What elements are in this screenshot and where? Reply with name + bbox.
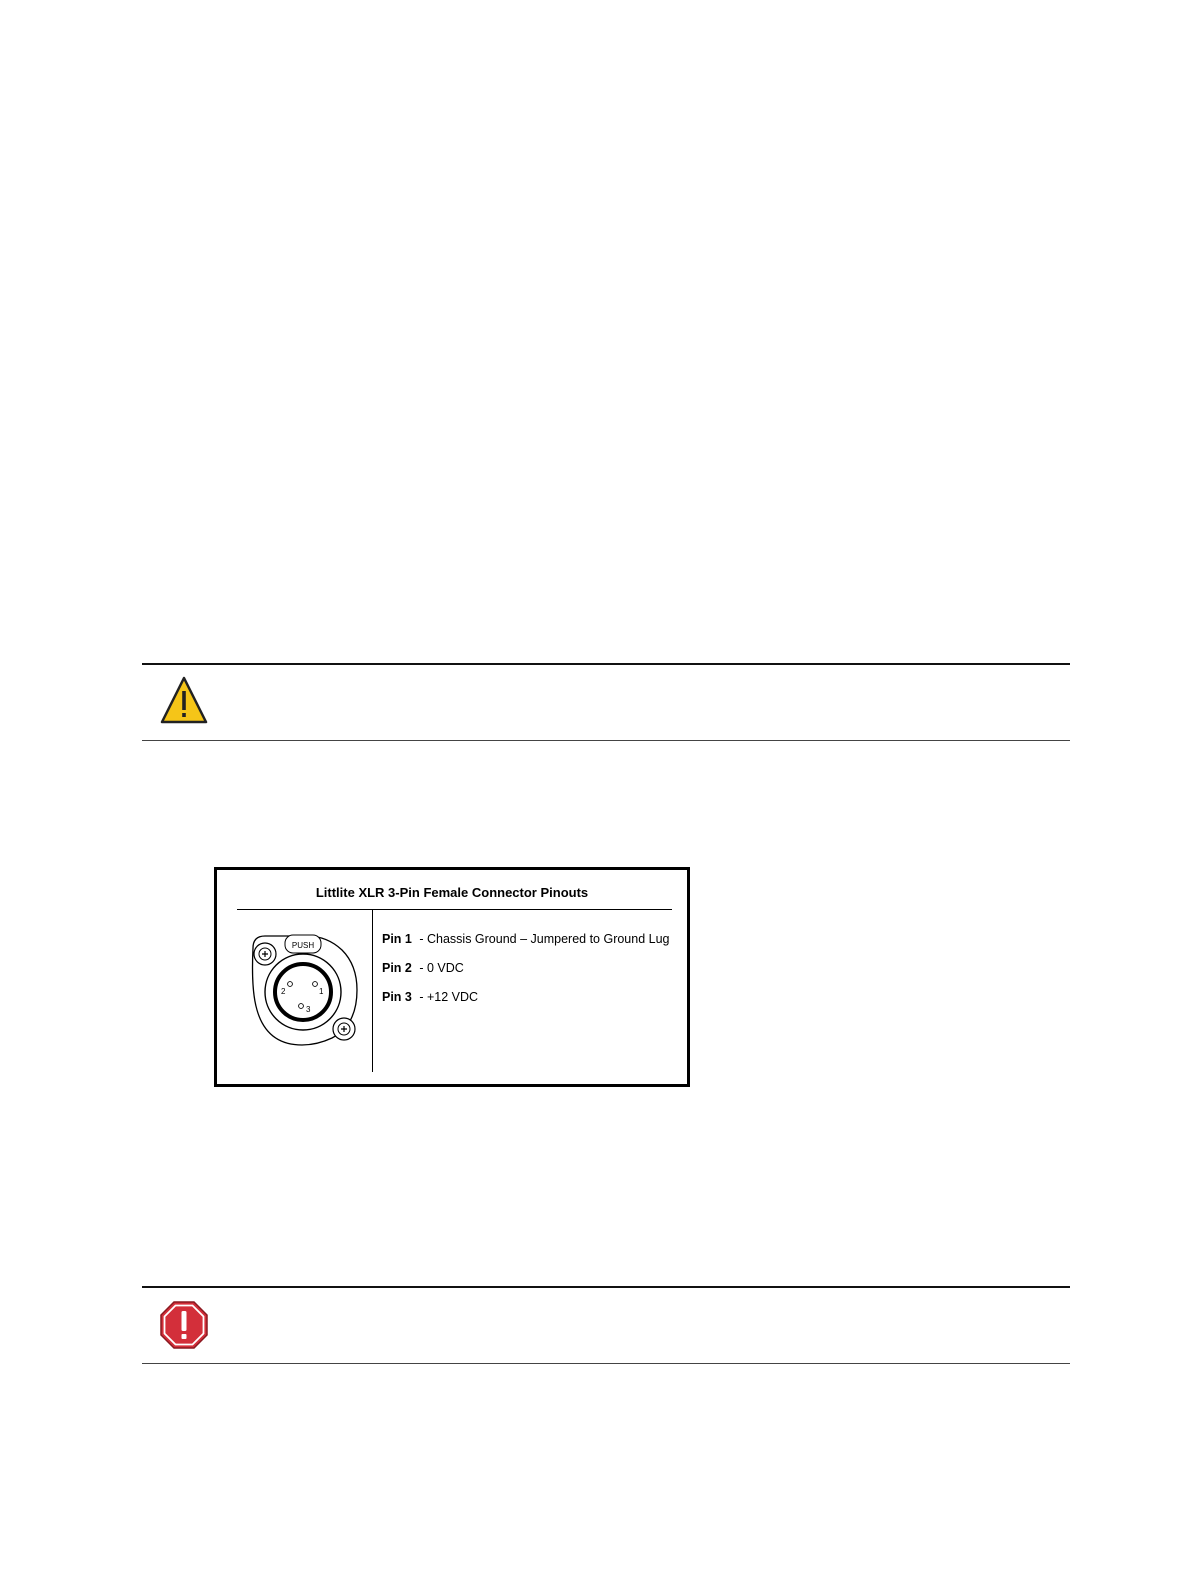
figure-divider-vertical: [372, 910, 373, 1072]
danger-notice: [142, 1286, 1070, 1364]
pin-list: [382, 932, 670, 1019]
stop-octagon-icon: [159, 1300, 209, 1350]
figure-title: Littlite XLR 3-Pin Female Connector Pinouts: [315, 885, 589, 900]
warning-triangle-icon: [159, 675, 209, 725]
pin-row-2: [382, 961, 670, 990]
pin-number-2: 2: [281, 987, 286, 996]
pin-label: Pin 2: [382, 961, 412, 975]
pin-number-1: 1: [319, 987, 324, 996]
connector-pinout-figure: [214, 867, 690, 1087]
pin-label: Pin 1: [382, 932, 412, 946]
caution-notice: [142, 663, 1070, 741]
pin-label: Pin 3: [382, 990, 412, 1004]
push-label: PUSH: [291, 941, 315, 950]
pin-description: - 0 VDC: [419, 961, 464, 975]
pin-row-1: [382, 932, 670, 961]
xlr-connector-diagram: [247, 930, 362, 1050]
pin-description: - Chassis Ground – Jumpered to Ground Lug: [419, 932, 670, 946]
pin-description: - +12 VDC: [419, 990, 479, 1004]
pin-number-3: 3: [306, 1005, 311, 1014]
figure-divider-horizontal: [237, 909, 672, 910]
pin-row-3: [382, 990, 670, 1019]
